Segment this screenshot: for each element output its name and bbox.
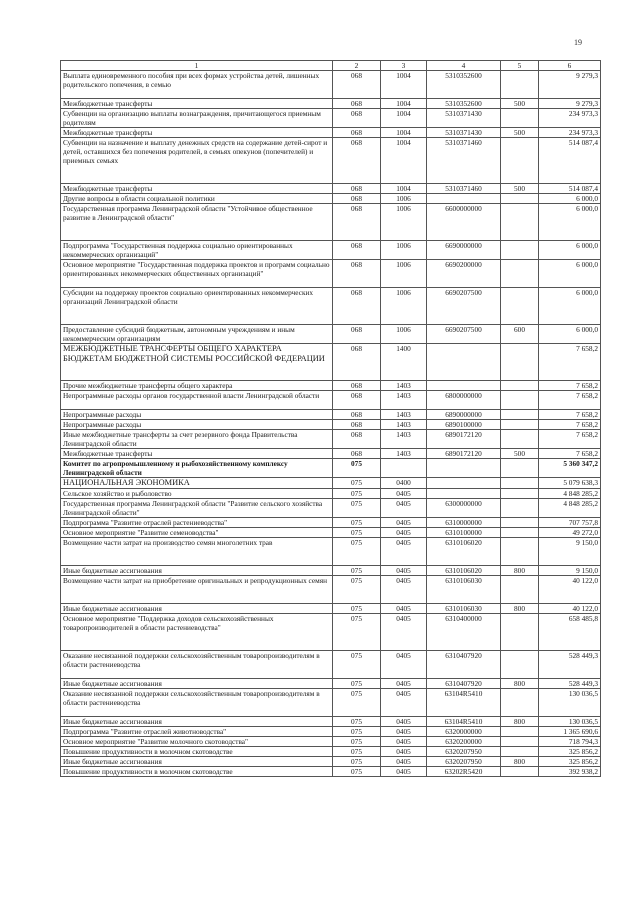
row-expense-type xyxy=(501,391,539,410)
row-section-code: 1400 xyxy=(381,344,427,381)
row-section-code: 1004 xyxy=(381,99,427,109)
table-row xyxy=(61,679,601,689)
row-expense-type: 600 xyxy=(501,325,539,344)
row-admin-code: 075 xyxy=(333,717,381,727)
row-admin-code: 075 xyxy=(333,757,381,767)
row-section-code: 0405 xyxy=(381,566,427,576)
row-target-code: 6320207950 xyxy=(427,757,501,767)
row-name: Основное мероприятие "Развитие семеноводства" xyxy=(61,528,333,538)
row-admin-code: 075 xyxy=(333,459,381,478)
row-amount: 514 087,4 xyxy=(539,184,601,194)
row-section-code: 1004 xyxy=(381,138,427,184)
table-row xyxy=(61,747,601,757)
table-row xyxy=(61,241,601,260)
row-expense-type xyxy=(501,651,539,679)
row-target-code: 63202R5420 xyxy=(427,767,501,777)
row-name: МЕЖБЮДЖЕТНЫЕ ТРАНСФЕРТЫ ОБЩЕГО ХАРАКТЕРА БЮДЖЕТАМ БЮДЖЕТНОЙ СИСТЕМЫ РОССИЙСКОЙ ФЕДЕРАЦИИ xyxy=(61,344,333,381)
table-row xyxy=(61,204,601,241)
row-amount: 528 449,3 xyxy=(539,679,601,689)
row-amount: 7 658,2 xyxy=(539,344,601,381)
row-expense-type xyxy=(501,689,539,717)
row-target-code: 6310000000 xyxy=(427,518,501,528)
row-amount: 234 973,3 xyxy=(539,128,601,138)
table-row xyxy=(61,138,601,184)
row-name: Непрограммные расходы органов государственной власти Ленинградской области xyxy=(61,391,333,410)
row-amount: 9 150,0 xyxy=(539,566,601,576)
row-admin-code: 068 xyxy=(333,410,381,420)
row-expense-type: 500 xyxy=(501,128,539,138)
row-target-code: 6320200000 xyxy=(427,737,501,747)
row-amount: 325 856,2 xyxy=(539,757,601,767)
row-admin-code: 068 xyxy=(333,260,381,288)
row-expense-type xyxy=(501,489,539,499)
row-name: Основное мероприятие "Развитие молочного скотоводства" xyxy=(61,737,333,747)
table-row xyxy=(61,689,601,717)
table-row xyxy=(61,325,601,344)
row-name: Повышение продуктивности в молочном скотоводстве xyxy=(61,747,333,757)
row-amount: 325 856,2 xyxy=(539,747,601,757)
row-amount: 40 122,0 xyxy=(539,576,601,604)
row-admin-code: 068 xyxy=(333,288,381,325)
row-admin-code: 075 xyxy=(333,737,381,747)
row-target-code: 6320000000 xyxy=(427,727,501,737)
row-admin-code: 068 xyxy=(333,381,381,391)
row-name: Иные бюджетные ассигнования xyxy=(61,604,333,614)
row-admin-code: 075 xyxy=(333,576,381,604)
row-name: Прочие межбюджетные трансферты общего характера xyxy=(61,381,333,391)
row-amount: 6 000,0 xyxy=(539,260,601,288)
row-name: Основное мероприятие "Государственная поддержка проектов и программ социально ориентированных некоммерческих общественных организаций" xyxy=(61,260,333,288)
row-admin-code: 068 xyxy=(333,449,381,459)
row-section-code: 1004 xyxy=(381,184,427,194)
row-amount: 6 000,0 xyxy=(539,194,601,204)
row-name: Оказание несвязанной поддержки сельскохозяйственным товаропроизводителям в области растениеводства xyxy=(61,651,333,679)
table-row xyxy=(61,459,601,478)
row-admin-code: 068 xyxy=(333,194,381,204)
row-target-code: 6800000000 xyxy=(427,391,501,410)
table-row xyxy=(61,727,601,737)
row-amount: 4 848 285,2 xyxy=(539,489,601,499)
column-number-header xyxy=(61,61,601,71)
row-expense-type xyxy=(501,430,539,449)
row-expense-type xyxy=(501,459,539,478)
row-section-code: 1006 xyxy=(381,260,427,288)
table-row xyxy=(61,99,601,109)
row-admin-code: 075 xyxy=(333,499,381,518)
row-name: Подпрограмма "Развитие отраслей животноводства" xyxy=(61,727,333,737)
row-admin-code: 068 xyxy=(333,109,381,128)
table-row xyxy=(61,478,601,489)
row-admin-code: 075 xyxy=(333,528,381,538)
row-name: Другие вопросы в области социальной политики xyxy=(61,194,333,204)
row-amount: 5 079 638,3 xyxy=(539,478,601,489)
table-row xyxy=(61,604,601,614)
row-expense-type: 500 xyxy=(501,99,539,109)
row-amount: 9 150,0 xyxy=(539,538,601,566)
row-amount: 6 000,0 xyxy=(539,241,601,260)
row-target-code: 6690000000 xyxy=(427,241,501,260)
row-expense-type xyxy=(501,499,539,518)
row-admin-code: 068 xyxy=(333,99,381,109)
row-expense-type xyxy=(501,420,539,430)
row-target-code: 5310352600 xyxy=(427,71,501,99)
column-number: 5 xyxy=(501,61,539,71)
column-number: 3 xyxy=(381,61,427,71)
row-target-code: 6310400000 xyxy=(427,614,501,651)
row-section-code: 0405 xyxy=(381,576,427,604)
row-name: Возмещение части затрат на производство семян многолетних трав xyxy=(61,538,333,566)
row-admin-code: 068 xyxy=(333,420,381,430)
row-target-code xyxy=(427,344,501,381)
row-section-code: 0405 xyxy=(381,757,427,767)
row-admin-code: 075 xyxy=(333,767,381,777)
row-amount: 130 036,5 xyxy=(539,717,601,727)
row-section-code: 1006 xyxy=(381,194,427,204)
table-row xyxy=(61,757,601,767)
row-section-code: 1004 xyxy=(381,128,427,138)
row-expense-type xyxy=(501,767,539,777)
row-section-code: 1004 xyxy=(381,71,427,99)
row-target-code: 6300000000 xyxy=(427,499,501,518)
row-amount: 7 658,2 xyxy=(539,420,601,430)
row-name: Основное мероприятие "Поддержка доходов сельскохозяйственных товаропроизводителей в области растениеводства" xyxy=(61,614,333,651)
row-amount: 5 360 347,2 xyxy=(539,459,601,478)
budget-table-body xyxy=(61,61,601,777)
row-expense-type xyxy=(501,614,539,651)
row-section-code: 0405 xyxy=(381,679,427,689)
row-target-code: 5310371430 xyxy=(427,128,501,138)
row-target-code xyxy=(427,194,501,204)
row-amount: 9 279,3 xyxy=(539,71,601,99)
table-row xyxy=(61,410,601,420)
row-target-code: 6690200000 xyxy=(427,260,501,288)
row-name: Межбюджетные трансферты xyxy=(61,128,333,138)
row-expense-type xyxy=(501,204,539,241)
row-admin-code: 075 xyxy=(333,538,381,566)
row-name: Подпрограмма "Государственная поддержка социально ориентированных некоммерческих организаций" xyxy=(61,241,333,260)
row-expense-type: 800 xyxy=(501,717,539,727)
table-row xyxy=(61,528,601,538)
row-expense-type xyxy=(501,194,539,204)
row-section-code: 0405 xyxy=(381,499,427,518)
row-amount: 7 658,2 xyxy=(539,410,601,420)
row-amount: 718 794,3 xyxy=(539,737,601,747)
row-amount: 707 757,8 xyxy=(539,518,601,528)
row-section-code: 1403 xyxy=(381,410,427,420)
row-section-code: 0405 xyxy=(381,528,427,538)
row-admin-code: 068 xyxy=(333,430,381,449)
table-row xyxy=(61,651,601,679)
row-section-code: 0400 xyxy=(381,478,427,489)
table-row xyxy=(61,518,601,528)
row-admin-code: 075 xyxy=(333,689,381,717)
table-row xyxy=(61,717,601,727)
row-amount: 7 658,2 xyxy=(539,391,601,410)
row-admin-code: 068 xyxy=(333,204,381,241)
row-target-code: 6310407920 xyxy=(427,651,501,679)
column-number: 2 xyxy=(333,61,381,71)
row-target-code: 63104R5410 xyxy=(427,717,501,727)
row-admin-code: 075 xyxy=(333,478,381,489)
row-section-code: 1403 xyxy=(381,449,427,459)
table-row xyxy=(61,737,601,747)
row-target-code: 5310371460 xyxy=(427,184,501,194)
row-amount: 9 279,3 xyxy=(539,99,601,109)
row-name: Иные межбюджетные трансферты за счет резервного фонда Правительства Ленинградской области xyxy=(61,430,333,449)
row-expense-type xyxy=(501,727,539,737)
row-target-code xyxy=(427,459,501,478)
row-name: Возмещение части затрат на приобретение оригинальных и репродукционных семян xyxy=(61,576,333,604)
row-expense-type xyxy=(501,288,539,325)
row-admin-code: 068 xyxy=(333,128,381,138)
table-row xyxy=(61,260,601,288)
row-admin-code: 075 xyxy=(333,651,381,679)
row-section-code: 1403 xyxy=(381,420,427,430)
row-target-code: 6310106030 xyxy=(427,604,501,614)
row-expense-type xyxy=(501,528,539,538)
row-admin-code: 075 xyxy=(333,604,381,614)
row-name: Иные бюджетные ассигнования xyxy=(61,566,333,576)
row-target-code: 6890000000 xyxy=(427,410,501,420)
row-admin-code: 068 xyxy=(333,184,381,194)
row-name: Межбюджетные трансферты xyxy=(61,449,333,459)
row-name: Субвенции на назначение и выплату денежных средств на содержание детей-сирот и детей, оставшихся без попечения родителей, в семьях опекунов (попечителей) и приемных семьях xyxy=(61,138,333,184)
table-row xyxy=(61,538,601,566)
row-expense-type: 800 xyxy=(501,566,539,576)
row-name: Межбюджетные трансферты xyxy=(61,184,333,194)
row-amount: 6 000,0 xyxy=(539,288,601,325)
row-target-code: 5310371430 xyxy=(427,109,501,128)
table-row xyxy=(61,128,601,138)
row-expense-type xyxy=(501,410,539,420)
table-row xyxy=(61,381,601,391)
row-target-code: 6690207500 xyxy=(427,288,501,325)
row-amount: 234 973,3 xyxy=(539,109,601,128)
row-target-code: 6890100000 xyxy=(427,420,501,430)
table-row xyxy=(61,614,601,651)
row-target-code: 6310106020 xyxy=(427,538,501,566)
table-row xyxy=(61,576,601,604)
row-target-code: 6890172120 xyxy=(427,430,501,449)
table-row xyxy=(61,499,601,518)
row-expense-type xyxy=(501,109,539,128)
row-section-code: 1403 xyxy=(381,391,427,410)
table-row xyxy=(61,420,601,430)
row-expense-type xyxy=(501,260,539,288)
row-expense-type xyxy=(501,576,539,604)
row-amount: 6 000,0 xyxy=(539,204,601,241)
row-amount: 7 658,2 xyxy=(539,430,601,449)
row-admin-code: 068 xyxy=(333,71,381,99)
row-expense-type: 800 xyxy=(501,757,539,767)
row-amount: 514 087,4 xyxy=(539,138,601,184)
row-target-code: 6890172120 xyxy=(427,449,501,459)
row-section-code: 0405 xyxy=(381,518,427,528)
row-section-code: 1006 xyxy=(381,204,427,241)
column-number: 1 xyxy=(61,61,333,71)
row-section-code: 1006 xyxy=(381,325,427,344)
row-amount: 1 365 690,6 xyxy=(539,727,601,737)
row-name: Сельское хозяйство и рыболовство xyxy=(61,489,333,499)
table-row xyxy=(61,430,601,449)
row-name: Государственная программа Ленинградской области "Развитие сельского хозяйства Ленинградской области" xyxy=(61,499,333,518)
row-target-code: 63104R5410 xyxy=(427,689,501,717)
row-target-code xyxy=(427,478,501,489)
row-amount: 528 449,3 xyxy=(539,651,601,679)
row-target-code: 6310106020 xyxy=(427,566,501,576)
table-row xyxy=(61,194,601,204)
row-expense-type xyxy=(501,241,539,260)
row-admin-code: 075 xyxy=(333,727,381,737)
row-admin-code: 075 xyxy=(333,614,381,651)
page-number: 19 xyxy=(574,38,582,47)
row-section-code: 0405 xyxy=(381,767,427,777)
row-name: Иные бюджетные ассигнования xyxy=(61,757,333,767)
row-section-code: 0405 xyxy=(381,737,427,747)
row-admin-code: 075 xyxy=(333,518,381,528)
row-section-code: 0405 xyxy=(381,717,427,727)
row-expense-type xyxy=(501,478,539,489)
row-name: Предоставление субсидий бюджетным, автономным учреждениям и иным некоммерческим организациям xyxy=(61,325,333,344)
row-admin-code: 075 xyxy=(333,679,381,689)
row-section-code: 0405 xyxy=(381,538,427,566)
row-section-code xyxy=(381,459,427,478)
row-expense-type xyxy=(501,747,539,757)
row-name: Подпрограмма "Развитие отраслей растениеводства" xyxy=(61,518,333,528)
row-target-code: 5310352600 xyxy=(427,99,501,109)
row-expense-type: 500 xyxy=(501,184,539,194)
row-amount: 6 000,0 xyxy=(539,325,601,344)
table-row xyxy=(61,344,601,381)
row-expense-type xyxy=(501,71,539,99)
row-expense-type: 800 xyxy=(501,604,539,614)
row-section-code: 0405 xyxy=(381,747,427,757)
row-name: Межбюджетные трансферты xyxy=(61,99,333,109)
row-amount: 4 848 285,2 xyxy=(539,499,601,518)
row-target-code: 5310371460 xyxy=(427,138,501,184)
row-expense-type: 500 xyxy=(501,449,539,459)
row-name: Комитет по агропромышленному и рыбохозяйственному комплексу Ленинградской области xyxy=(61,459,333,478)
row-section-code: 0405 xyxy=(381,614,427,651)
row-name: Иные бюджетные ассигнования xyxy=(61,717,333,727)
row-name: Повышение продуктивности в молочном скотоводстве xyxy=(61,767,333,777)
row-admin-code: 068 xyxy=(333,391,381,410)
row-amount: 7 658,2 xyxy=(539,449,601,459)
row-section-code: 1006 xyxy=(381,288,427,325)
column-number: 6 xyxy=(539,61,601,71)
row-section-code: 1403 xyxy=(381,430,427,449)
row-name: НАЦИОНАЛЬНАЯ ЭКОНОМИКА xyxy=(61,478,333,489)
table-row xyxy=(61,71,601,99)
row-name: Иные бюджетные ассигнования xyxy=(61,679,333,689)
row-name: Субвенции на организацию выплаты вознаграждения, причитающегося приемным родителям xyxy=(61,109,333,128)
column-number: 4 xyxy=(427,61,501,71)
row-target-code: 6310407920 xyxy=(427,679,501,689)
row-name: Непрограммные расходы xyxy=(61,410,333,420)
row-admin-code: 068 xyxy=(333,325,381,344)
table-row xyxy=(61,767,601,777)
table-row xyxy=(61,566,601,576)
row-admin-code: 075 xyxy=(333,489,381,499)
table-row xyxy=(61,109,601,128)
row-name: Непрограммные расходы xyxy=(61,420,333,430)
row-target-code: 6320207950 xyxy=(427,747,501,757)
row-name: Оказание несвязанной поддержки сельскохозяйственным товаропроизводителям в области растениеводства xyxy=(61,689,333,717)
row-amount: 49 272,0 xyxy=(539,528,601,538)
row-expense-type xyxy=(501,381,539,391)
row-section-code: 0405 xyxy=(381,651,427,679)
row-target-code: 6310100000 xyxy=(427,528,501,538)
row-section-code: 0405 xyxy=(381,489,427,499)
row-section-code: 1004 xyxy=(381,109,427,128)
row-amount: 7 658,2 xyxy=(539,381,601,391)
row-admin-code: 075 xyxy=(333,566,381,576)
table-row xyxy=(61,391,601,410)
row-amount: 392 938,2 xyxy=(539,767,601,777)
table-row xyxy=(61,489,601,499)
row-admin-code: 075 xyxy=(333,747,381,757)
row-amount: 130 036,5 xyxy=(539,689,601,717)
row-target-code xyxy=(427,381,501,391)
row-section-code: 0405 xyxy=(381,689,427,717)
row-admin-code: 068 xyxy=(333,138,381,184)
row-target-code: 6600000000 xyxy=(427,204,501,241)
row-expense-type xyxy=(501,737,539,747)
row-name: Выплата единовременного пособия при всех формах устройства детей, лишенных родительского попечения, в семью xyxy=(61,71,333,99)
row-expense-type xyxy=(501,538,539,566)
table-row xyxy=(61,449,601,459)
row-expense-type xyxy=(501,138,539,184)
row-target-code: 6690207500 xyxy=(427,325,501,344)
table-row xyxy=(61,288,601,325)
row-admin-code: 068 xyxy=(333,241,381,260)
row-section-code: 0405 xyxy=(381,727,427,737)
row-expense-type xyxy=(501,518,539,528)
table-row xyxy=(61,184,601,194)
row-name: Субсидии на поддержку проектов социально ориентированных некоммерческих организаций Ленинградской области xyxy=(61,288,333,325)
row-target-code xyxy=(427,489,501,499)
row-target-code: 6310106030 xyxy=(427,576,501,604)
row-expense-type xyxy=(501,344,539,381)
row-section-code: 1006 xyxy=(381,241,427,260)
row-amount: 658 485,8 xyxy=(539,614,601,651)
row-admin-code: 068 xyxy=(333,344,381,381)
row-section-code: 1403 xyxy=(381,381,427,391)
row-amount: 40 122,0 xyxy=(539,604,601,614)
row-name: Государственная программа Ленинградской области "Устойчивое общественное развитие в Ленинградской области" xyxy=(61,204,333,241)
row-expense-type: 800 xyxy=(501,679,539,689)
budget-table xyxy=(60,60,601,777)
row-section-code: 0405 xyxy=(381,604,427,614)
